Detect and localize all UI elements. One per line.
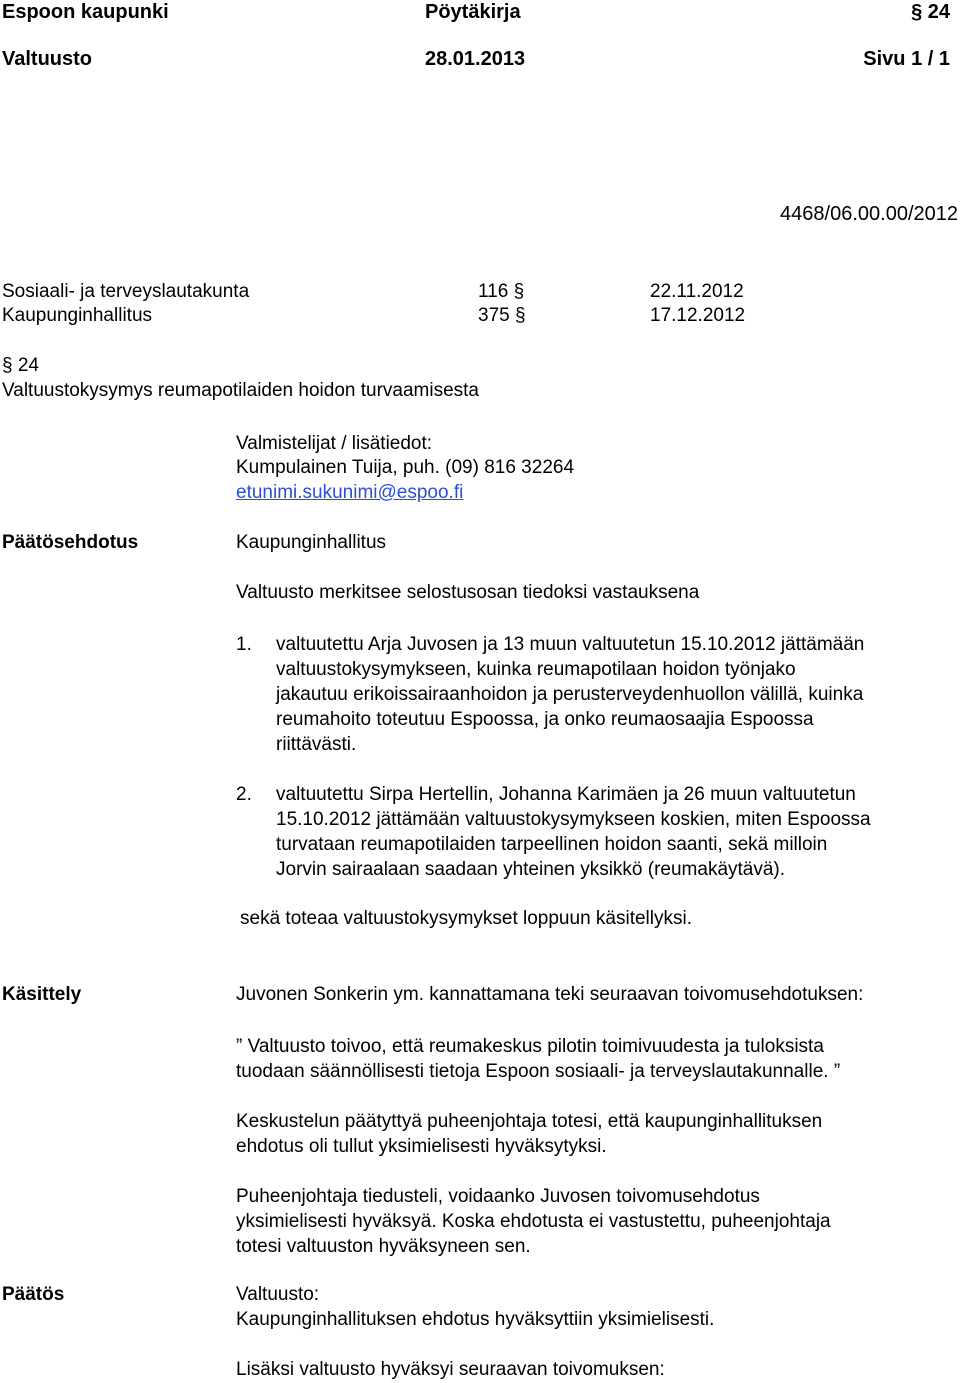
proposal-label: Päätösehdotus [2,532,139,553]
history-section: 375 § [478,305,526,326]
header-section-number: § 24 [911,1,950,23]
paragraph-line: yksimielisesti hyväksyä. Koska ehdotusta ei vastustettu, puheenjohtaja [236,1211,831,1232]
history-body: Sosiaali- ja terveyslautakunta [2,281,250,302]
proposal-list [236,632,960,882]
preparer-label: Valmistelijat / lisätiedot: [236,433,433,454]
paragraph-line: ehdotus oli tullut yksimielisesti hyväksytyksi. [236,1136,607,1157]
proposal-intro: Valtuusto merkitsee selostusosan tiedoksi vastauksena [236,582,700,603]
org-name: Espoon kaupunki [2,1,169,23]
proposer: Kaupunginhallitus [236,532,387,553]
doc-type: Pöytäkirja [425,1,521,23]
list-line: reumahoito toteutuu Espoossa, ja onko reumaosaajia Espoossa [276,709,814,730]
paragraph-line: totesi valtuuston hyväksyneen sen. [236,1236,531,1257]
paragraph-line: Keskustelun päätyttyä puheenjohtaja totesi, että kaupunginhallituksen [236,1111,823,1132]
history-date: 22.11.2012 [650,281,744,302]
decision-body: Valtuusto: [236,1284,320,1305]
page-number: Sivu 1 / 1 [863,48,950,70]
list-number: 1. [236,634,252,655]
handling-quote [236,1034,840,1084]
list-line: riittävästi. [276,734,357,755]
item-title: Valtuustokysymys reumapotilaiden hoidon turvaamisesta [2,380,479,401]
list-line: valtuustokysymykseen, kuinka reumapotilaan hoidon työnjako [276,659,796,680]
list-line: 15.10.2012 jättämään valtuustokysymykseen koskien, miten Espoossa [276,809,871,830]
handling-paragraph [236,1184,831,1259]
list-number: 2. [236,784,252,805]
preparer-email-link[interactable]: etunimi.sukunimi@espoo.fi [236,482,464,503]
decision-addition: Lisäksi valtuusto hyväksyi seuraavan toivomuksen: [236,1359,665,1380]
handling-paragraph [236,1109,822,1159]
paragraph-line: Puheenjohtaja tiedusteli, voidaanko Juvosen toivomusehdotus [236,1186,760,1207]
quote-line: ” Valtuusto toivoo, että reumakeskus pilotin toimivuudesta ja tuloksista [236,1036,824,1057]
list-item [236,782,960,882]
decision-text: Kaupunginhallituksen ehdotus hyväksyttiin yksimielisesti. [236,1309,715,1330]
list-line: turvataan reumapotilaiden tarpeellinen hoidon saanti, sekä milloin [276,834,828,855]
handling-label: Käsittely [2,984,82,1005]
history-section: 116 § [478,281,525,302]
case-number: 4468/06.00.00/2012 [780,203,958,225]
item-section-number: § 24 [2,355,39,376]
quote-line: tuodaan säännöllisesti tietoja Espoon sosiaali- ja terveyslautakunnalle. ” [236,1061,841,1082]
preparer-contact: Kumpulainen Tuija, puh. (09) 816 32264 [236,457,575,478]
list-item [236,632,960,757]
proposal-closing: sekä toteaa valtuustokysymykset loppuun käsitellyksi. [240,908,692,929]
meeting-body: Valtuusto [2,48,93,70]
meeting-date: 28.01.2013 [425,48,526,70]
handling-paragraph: Juvonen Sonkerin ym. kannattamana teki seuraavan toivomusehdotuksen: [236,984,864,1005]
history-date: 17.12.2012 [650,305,746,326]
history-body: Kaupunginhallitus [2,305,153,326]
list-line: valtuutettu Arja Juvosen ja 13 muun valtuutetun 15.10.2012 jättämään [276,634,865,655]
decision-label: Päätös [2,1284,65,1305]
list-line: valtuutettu Sirpa Hertellin, Johanna Karimäen ja 26 muun valtuutetun [276,784,856,805]
list-line: Jorvin sairaalaan saadaan yhteinen yksikkö (reumakäytävä). [276,859,786,880]
list-line: jakautuu erikoissairaanhoidon ja perusterveydenhuollon välillä, kuinka [276,684,864,705]
